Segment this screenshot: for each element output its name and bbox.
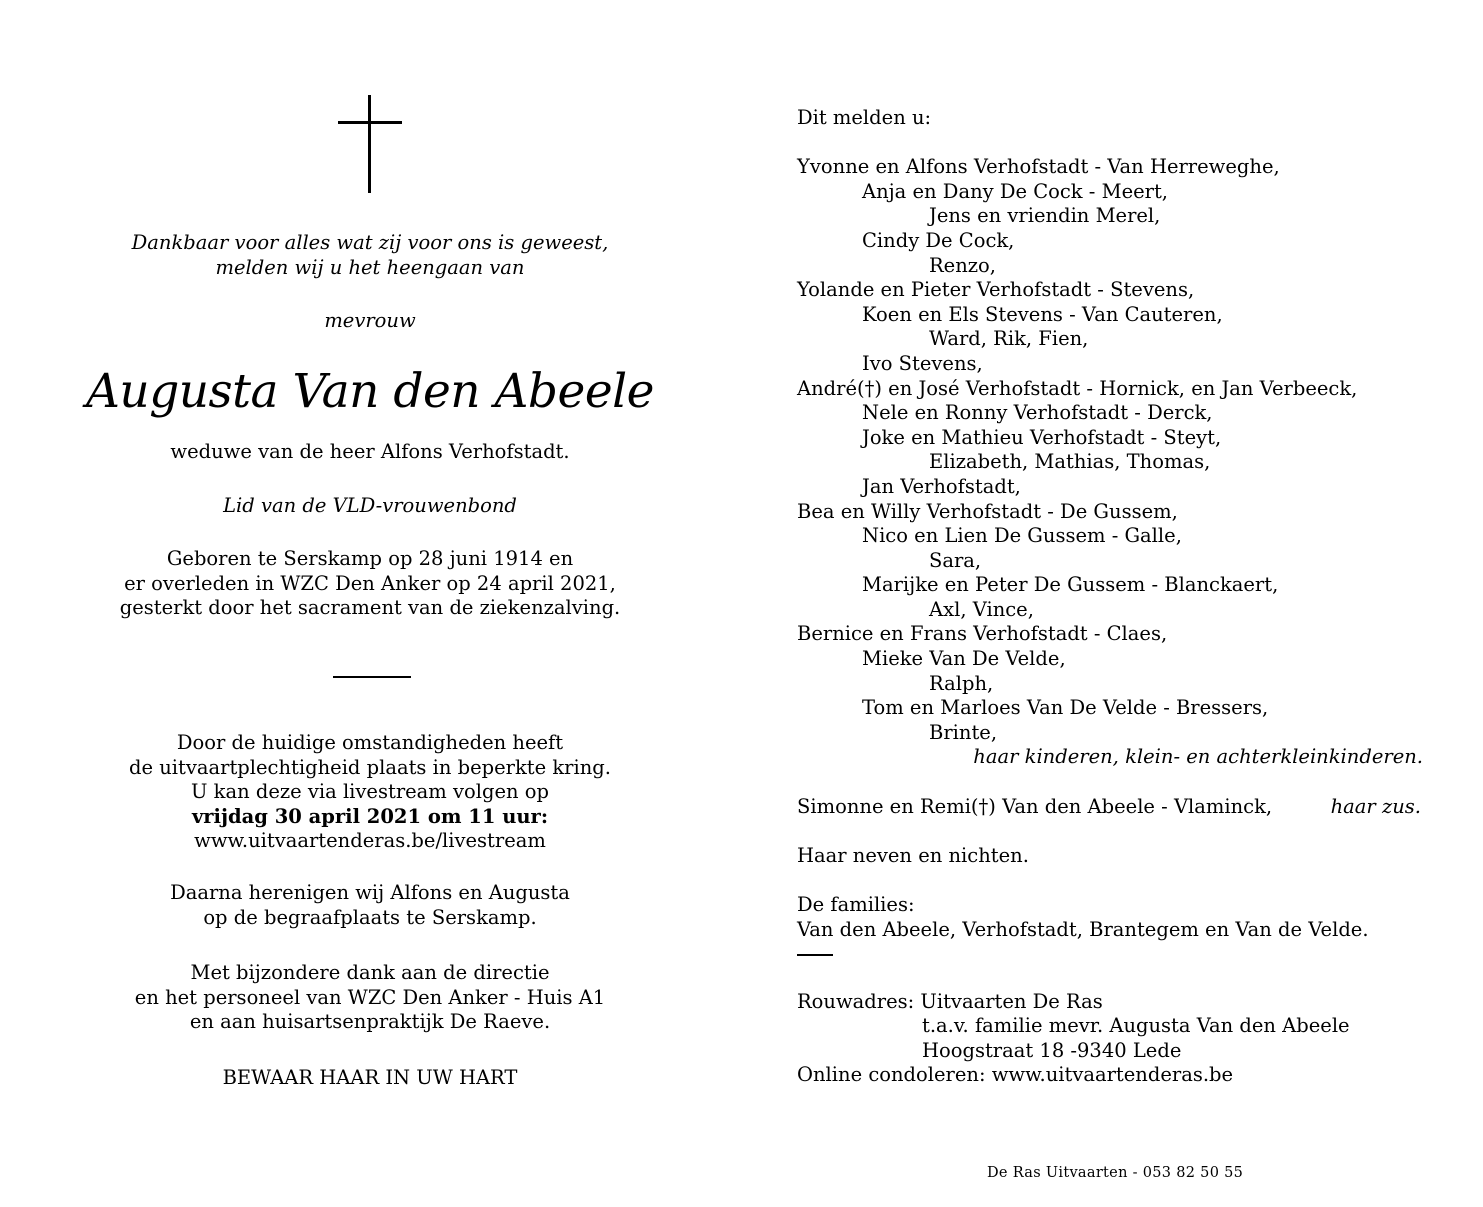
family-line: Yolande en Pieter Verhofstadt - Stevens,	[797, 278, 1195, 302]
cousins-line: Haar neven en nichten.	[797, 843, 1029, 867]
address-line-3: Hoogstraat 18 -9340 Lede	[922, 1038, 1182, 1062]
family-line: Yvonne en Alfons Verhofstadt - Van Herreweghe,	[797, 155, 1280, 179]
closing-text: BEWAAR HAAR IN UW HART	[222, 1066, 518, 1089]
children-caption: haar kinderen, klein- en achterkleinkinderen.	[973, 745, 1423, 769]
family-line: Jens en vriendin Merel,	[929, 204, 1161, 228]
divider-line	[333, 676, 411, 678]
thanks-text: Met bijzondere dank aan de directie en het personeel van WZC Den Anker - Huis A1 en aan huisartsenpraktijk De Raeve.	[134, 961, 606, 1034]
honorific: mevrouw	[324, 309, 416, 332]
birth-death-text: Geboren te Serskamp op 28 juni 1914 en er overleden in WZC Den Anker op 24 april 2021, gesterkt door het sacrament van de ziekenzalving.	[119, 547, 621, 620]
family-line: André(†) en José Verhofstadt - Hornick, en Jan Verbeeck,	[797, 376, 1358, 400]
ceremony-date: vrijdag 30 april 2021 om 11 uur:	[191, 804, 549, 828]
address-line-1: Rouwadres: Uitvaarten De Ras	[797, 989, 1103, 1013]
sister-row	[797, 795, 1457, 820]
family-line: Brinte,	[929, 720, 998, 744]
livestream-link[interactable]: www.uitvaartenderas.be/livestream	[194, 829, 546, 853]
family-line: Nele en Ronny Verhofstadt - Derck,	[862, 401, 1213, 425]
address-line-2: t.a.v. familie mevr. Augusta Van den Abeele	[922, 1014, 1350, 1038]
deceased-name: Augusta Van den Abeele	[85, 364, 654, 419]
family-line: Marijke en Peter De Gussem - Blanckaert,	[862, 573, 1279, 597]
online-condolence-row	[797, 1063, 1457, 1088]
family-list	[797, 155, 1457, 745]
family-line: Koen en Els Stevens - Van Cauteren,	[862, 302, 1223, 326]
family-line: Anja en Dany De Cock - Meert,	[862, 179, 1169, 203]
announcement-header: Dit melden u:	[797, 106, 932, 129]
short-divider	[797, 954, 833, 956]
online-link[interactable]: www.uitvaartenderas.be	[991, 1063, 1234, 1087]
family-line: Jan Verhofstadt,	[862, 474, 1021, 498]
online-label: Online condoleren:	[797, 1063, 992, 1087]
children-caption-row	[797, 745, 1457, 770]
families-line: Van den Abeele, Verhofstadt, Brantegem en Van de Velde.	[797, 917, 1369, 941]
family-line: Nico en Lien De Gussem - Galle,	[862, 524, 1182, 548]
ceremony-text: Door de huidige omstandigheden heeft de uitvaartplechtigheid plaats in beperkte kring. U kan deze via livestream volgen op vrijdag 30 april 2021 om 11 uur: www.uitvaartenderas.be/livestream	[70, 731, 670, 854]
family-line: Axl, Vince,	[929, 597, 1034, 621]
family-line: Cindy De Cock,	[862, 228, 1015, 252]
family-line: Ward, Rik, Fien,	[929, 327, 1089, 351]
family-line: Mieke Van De Velde,	[862, 647, 1066, 671]
family-line: Renzo,	[929, 253, 996, 277]
reunion-text: Daarna herenigen wij Alfons en Augusta op de begraafplaats te Serskamp.	[170, 881, 570, 929]
announcement-column	[797, 106, 1457, 1088]
families-label: De families:	[797, 893, 915, 916]
membership-line: Lid van de VLD-vrouwenbond	[223, 494, 517, 517]
family-line: Ivo Stevens,	[862, 351, 983, 375]
family-line: Sara,	[929, 548, 982, 572]
family-line: Bernice en Frans Verhofstadt - Claes,	[797, 622, 1168, 646]
intro-text: Dankbaar voor alles wat zij voor ons is geweest, melden wij u het heengaan van	[131, 231, 609, 279]
family-line: Elizabeth, Mathias, Thomas,	[929, 450, 1211, 474]
widow-line: weduwe van de heer Alfons Verhofstadt.	[170, 440, 570, 463]
family-line: Ralph,	[929, 671, 994, 695]
family-line: Tom en Marloes Van De Velde - Bressers,	[862, 696, 1269, 720]
family-line: Bea en Willy Verhofstadt - De Gussem,	[797, 499, 1178, 523]
cross-icon	[338, 95, 402, 193]
family-line: Joke en Mathieu Verhofstadt - Steyt,	[862, 425, 1222, 449]
sister-line: Simonne en Remi(†) Van den Abeele - Vlaminck,	[797, 794, 1273, 818]
footer-text: De Ras Uitvaarten - 053 82 50 55	[987, 1165, 1244, 1181]
sister-caption: haar zus.	[1330, 794, 1421, 818]
